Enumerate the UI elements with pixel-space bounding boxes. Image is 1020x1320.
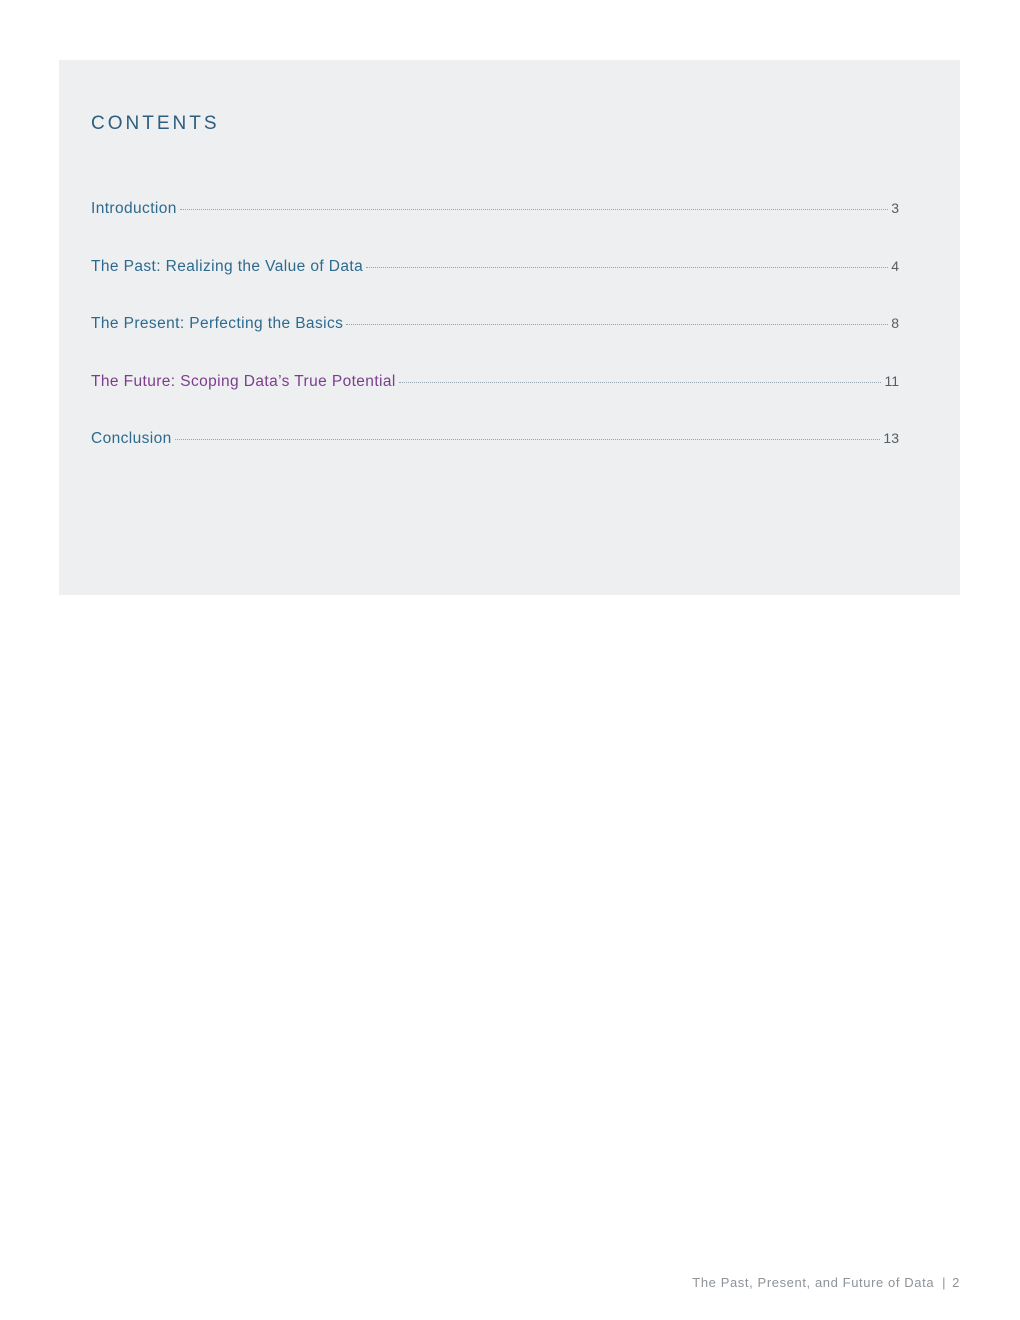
dot-leader	[175, 439, 881, 440]
footer-document-title: The Past, Present, and Future of Data	[692, 1275, 935, 1290]
toc-entry-title[interactable]: The Present: Perfecting the Basics	[91, 315, 344, 332]
toc-entry-the-future[interactable]	[91, 373, 899, 431]
toc-entry-page: 8	[891, 315, 899, 331]
toc-entry-title[interactable]: The Future: Scoping Data’s True Potential	[91, 372, 396, 390]
toc-entry-the-past[interactable]	[91, 258, 899, 316]
toc-entry-introduction[interactable]	[91, 200, 899, 258]
dot-leader	[180, 209, 888, 210]
dot-leader	[346, 324, 888, 325]
table-of-contents-panel	[59, 60, 960, 595]
toc-entry-page: 13	[883, 430, 899, 446]
footer-page-number: 2	[952, 1275, 960, 1290]
footer-separator: |	[942, 1275, 947, 1290]
contents-heading: CONTENTS	[91, 113, 220, 134]
toc-entry-page: 4	[891, 257, 899, 274]
page-footer	[692, 1275, 960, 1290]
toc-list	[91, 200, 899, 488]
dot-leader	[366, 267, 888, 268]
toc-entry-the-present[interactable]	[91, 315, 899, 373]
toc-entry-page: 11	[884, 372, 899, 389]
toc-entry-title[interactable]: Introduction	[91, 200, 177, 217]
toc-entry-conclusion[interactable]	[91, 430, 899, 488]
dot-leader	[399, 382, 882, 383]
toc-entry-title[interactable]: Conclusion	[91, 430, 172, 447]
toc-entry-title[interactable]: The Past: Realizing the Value of Data	[91, 257, 364, 275]
toc-entry-page: 3	[891, 200, 899, 216]
